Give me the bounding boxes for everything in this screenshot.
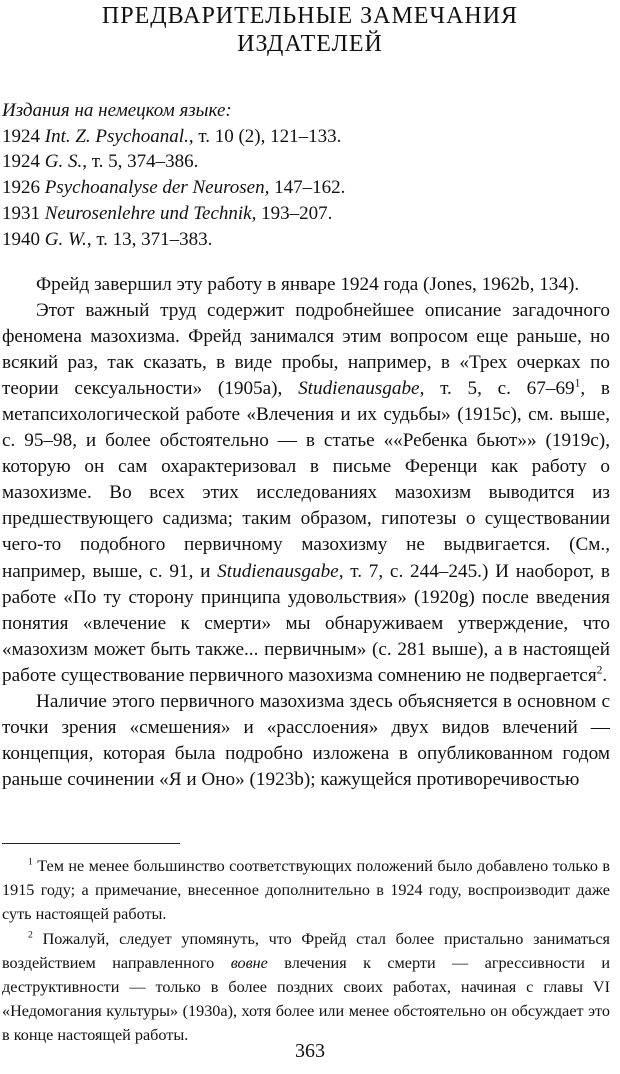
footnote-2-part-a: Пожалуй, следует упомянуть, что Фрейд стал более пристально заниматься воздействием направленного bbox=[2, 929, 610, 972]
edition-year: 1940 bbox=[2, 228, 40, 250]
title-line-1: ПРЕДВАРИТЕЛЬНЫЕ ЗАМЕЧАНИЯ bbox=[101, 3, 519, 29]
body-text bbox=[2, 272, 610, 793]
footnote-ref-2: 2 bbox=[596, 664, 603, 677]
edition-item bbox=[2, 201, 602, 227]
title-line-2: ИЗДАТЕЛЕЙ bbox=[237, 31, 383, 57]
edition-details: 193–207. bbox=[256, 202, 333, 224]
edition-details: , т. 10 (2), 121–133. bbox=[188, 125, 342, 147]
edition-details: , т. 13, 371–383. bbox=[86, 228, 213, 250]
edition-year: 1926 bbox=[2, 177, 40, 199]
footnote-2 bbox=[2, 927, 610, 1048]
edition-source: Psychoanalyse der Neurosen, bbox=[44, 177, 270, 199]
paragraph-2-italic-e: Studienausgabe bbox=[217, 560, 339, 582]
edition-item bbox=[2, 175, 602, 201]
paragraph-2-part-f: , т. 7, с. 244–245.) И наоборот, в работе «По ту сторону принципа удовольствия» (1920g) после введения понятия «влечение к смерти» мы обнаруживаем утверждение, что «мазохизм может быть также... первичным» (с. 281 выше), а в настоящей работе существование первичного мазохизма сомнению не подвергается bbox=[2, 560, 610, 686]
footnote-1-text: Тем не менее большинство соответствующих положений было добавлено только в 1915 году; а примечание, внесенное дополнительно в 1924 году, воспроизводит даже суть настоящей работы. bbox=[2, 857, 610, 924]
edition-year: 1924 bbox=[2, 151, 40, 173]
footnote-2-mark: 2 bbox=[28, 929, 33, 941]
footnote-1-mark: 1 bbox=[28, 856, 33, 868]
paragraph-2 bbox=[2, 298, 610, 689]
editions-list bbox=[2, 98, 602, 252]
paragraph-1: Фрейд завершил эту работу в январе 1924 года (Jones, 1962b, 134). bbox=[36, 274, 580, 295]
page-title bbox=[0, 2, 620, 58]
edition-details: 147–162. bbox=[269, 177, 346, 199]
edition-source: G. W. bbox=[44, 228, 87, 250]
paragraph-2-part-a: Этот важный труд содержит подробнейшее описание загадочного феномена мазохизма. Фрейд занимался этим вопросом еще раньше, но всякий раз, так сказать, в виде пробы, например, в «Трех очерках по теории сексуальности» (1905a), bbox=[2, 300, 610, 400]
editions-heading: Издания на немецком языке: bbox=[2, 100, 232, 121]
paragraph-3: Наличие этого первичного мазохизма здесь объясняется в основном с точки зрения «смешения» и «расслоения» двух видов влечений — концепция, которая была подробно изложена в опубликованном годом раньше сочинении «Я и Оно» (1923b); кажущейся противоречивостью bbox=[2, 690, 610, 790]
footnote-2-italic-b: вовне bbox=[230, 953, 268, 972]
edition-item bbox=[2, 124, 602, 150]
footnotes bbox=[2, 854, 610, 1048]
footnote-divider bbox=[2, 843, 180, 844]
footnote-2-part-c: влечения к смерти — агрессивности и деструктивности — только в более поздних своих работах, начиная с главы VI «Недомогания культуры» (1930a), хотя более или менее обстоятельно он обсуждает это в конце настоящей работы. bbox=[2, 953, 610, 1045]
paragraph-2-part-g: . bbox=[602, 664, 608, 686]
paragraph-2-part-d: , в метапсихологической работе «Влечения и их судьбы» (1915c), см. выше, с. 95–98, и более обстоятельно — в статье ««Ребенка бьют»» (1919c), которую он сам охарактеризовал в письме Ференци как работу о мазохизме. Во всех этих исследованиях мазохизм выводится из предшествующего садизма; таким образом, гипотезы о существовании чего-то подобного первичному мазохизму не выдвигается. (См., например, выше, с. 91, и bbox=[2, 378, 610, 582]
footnote-ref-1: 1 bbox=[574, 377, 581, 390]
edition-item bbox=[2, 227, 602, 253]
paragraph-2-part-c: , т. 5, с. 67–69 bbox=[419, 378, 575, 400]
paragraph-2-italic-b: Studienausgabe bbox=[298, 378, 420, 400]
footnote-1 bbox=[2, 854, 610, 927]
edition-source: Int. Z. Psychoanal. bbox=[44, 125, 189, 147]
edition-source: G. S. bbox=[44, 151, 83, 173]
edition-details: , т. 5, 374–386. bbox=[82, 151, 199, 173]
edition-year: 1924 bbox=[2, 125, 40, 147]
page-number: 363 bbox=[295, 1040, 325, 1062]
edition-year: 1931 bbox=[2, 202, 40, 224]
edition-item bbox=[2, 149, 602, 175]
edition-source: Neurosenlehre und Technik, bbox=[44, 202, 257, 224]
